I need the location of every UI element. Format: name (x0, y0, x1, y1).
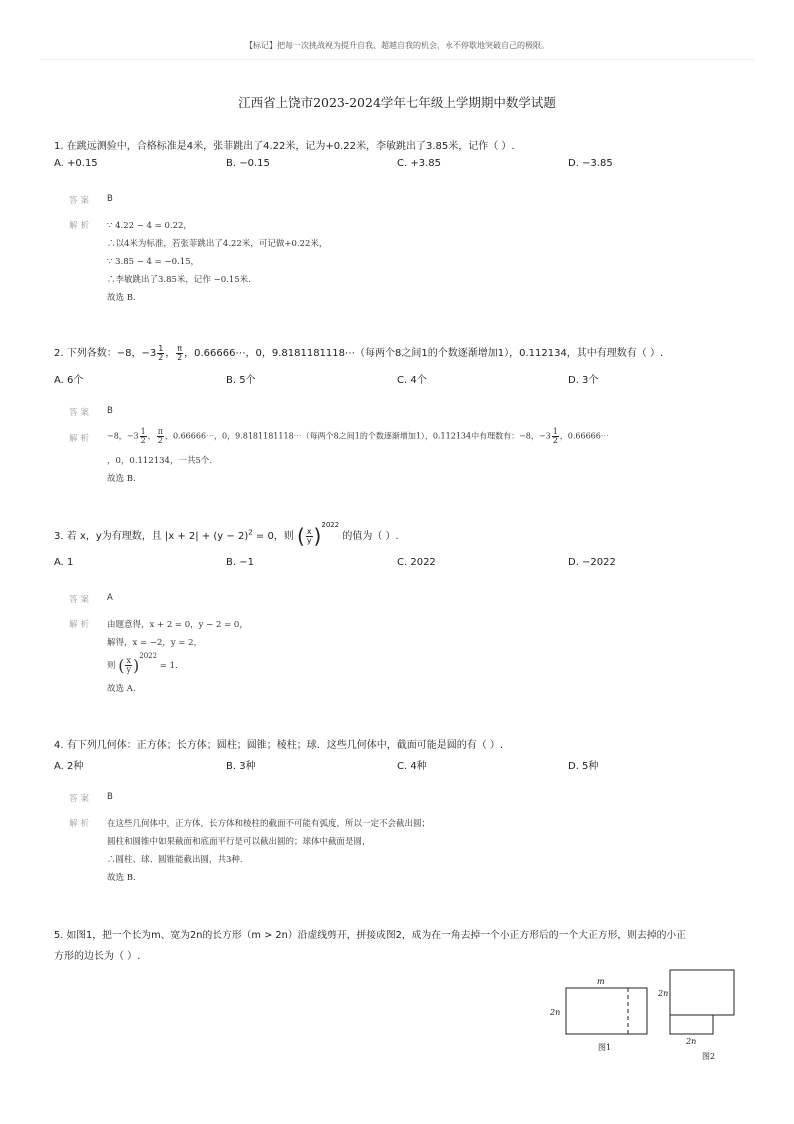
fraction-x-over-y: $\frac{x}{y}$ (306, 526, 312, 545)
q4-option-d: D. 5种 (568, 761, 599, 772)
motto-note: 【标记】把每一次挑战视为提升自我、超越自我的机会，永不停歇地突破自己的极限。 (245, 41, 549, 50)
page-title: 江西省上饶市2023-2024学年七年级上学期期中数学试题 (238, 95, 556, 110)
q4-answer-label: 答案 (69, 794, 93, 804)
q2-option-d: D. 3个 (568, 375, 599, 386)
q1-solution-line: 故选 B. (107, 293, 136, 303)
q1-option-a: A. +0.15 (54, 158, 98, 169)
q2-solution-line: 故选 B. (107, 474, 136, 484)
q2-option-b: B. 5个 (226, 375, 256, 386)
q3-solution-line: 故选 A. (107, 684, 136, 694)
q3-answer: A (107, 593, 113, 603)
q4-option-b: B. 3种 (226, 761, 256, 772)
q3-option-c: C. 2022 (397, 557, 436, 568)
q4-stem: 4. 有下列几何体：正方体；长方体；圆柱；圆锥；棱柱；球．这些几何体中，截面可能是圆的有（ ）. (54, 740, 504, 751)
q3-option-b: B. −1 (226, 557, 254, 568)
q1-option-d: D. −3.85 (568, 158, 613, 169)
fraction-pi-over-two: $\frac{\pi}{2}$ (157, 427, 163, 445)
q2-option-a: A. 6个 (54, 375, 84, 386)
fraction-one-half: $\frac{1}{2}$ (158, 343, 164, 362)
q3-option-a: A. 1 (54, 557, 74, 568)
fig2-caption: 图2 (702, 1052, 716, 1061)
q4-option-a: A. 2种 (54, 761, 84, 772)
q2-answer-label: 答案 (69, 408, 93, 418)
q5-figures (540, 965, 760, 1065)
q3-answer-label: 答案 (69, 595, 93, 605)
fraction-pi-over-two: $\frac{\pi}{2}$ (177, 343, 183, 362)
fig1-rectangle (566, 988, 647, 1034)
q5-stem-line: 方形的边长为（ ）. (54, 951, 141, 962)
q1-stem: 1. 在跳远测验中，合格标准是4米，张菲跳出了4.22米，记为+0.22米，李敏跳出了3.85米，记作（ ）. (54, 141, 515, 152)
fig2-small-rectangle (670, 1015, 713, 1034)
q1-solution-line: ∵ 4.22 − 4 = 0.22， (107, 221, 192, 231)
q2-stem: 2. 下列各数：−8，−3 $\frac{1}{2}$ ， $\frac{\pi}{2}$ ，0.66666⋯，0，9.8181181118⋯（每两个8之间1的个数逐渐增加1），0.112134，其中有理数有（ ）. (54, 343, 664, 362)
q4-solution-line: ∴圆柱、球、圆锥能截出圆，共3种. (107, 855, 243, 865)
q3-solution-line: 由题意得，x + 2 = 0，y − 2 = 0， (107, 620, 248, 630)
q1-solution-line: ∴以4米为标准，若张菲跳出了4.22米，可记做+0.22米， (107, 239, 328, 249)
header-divider (40, 59, 754, 60)
q4-answer: B (107, 792, 113, 802)
q1-solution-line: ∴李敏跳出了3.85米，记作 −0.15米. (107, 275, 251, 285)
fraction-one-half: $\frac{1}{2}$ (552, 427, 558, 445)
q2-analysis-label: 解析 (69, 434, 93, 444)
fraction-x-over-y: $\frac{x}{y}$ (126, 656, 131, 674)
q4-solution-line: 圆柱和圆锥中如果截面和底面平行是可以截出圆的；球体中截面是圆， (107, 837, 371, 847)
q1-option-b: B. −0.15 (226, 158, 270, 169)
fig2-bottom-label: 2n (686, 1037, 697, 1046)
q3-option-d: D. −2022 (568, 557, 616, 568)
q4-solution-line: 在这些几何体中，正方体，长方体和棱柱的截面不可能有弧度，所以一定不会截出圆； (107, 819, 431, 829)
q1-analysis-label: 解析 (69, 221, 93, 231)
q3-solution-line: 则 ( $\frac{x}{y}$ )$^{2022}$ = 1. (107, 652, 178, 675)
q5-stem-line: 5. 如图1，把一个长为m、宽为2n的长方形（m > 2n）沿虚线剪开，拼接成图2，成为在一角去掉一个小正方形后的一个大正方形，则去掉的小正 (54, 930, 686, 941)
q2-stem-part: ，0.66666⋯，0，9.8181181118⋯（每两个8之间1的个数逐渐增加1），0.112134，其中有理数有（ ）. (184, 348, 664, 359)
q2-solution-line: −8，−3 $\frac{1}{2}$ ， $\frac{\pi}{2}$ ，0.66666⋯，0，9.8181181118⋯（每两个8之间1的个数逐渐增加1），0.112134中有理数有：−8，−3 $\frac{1}{2}$ ，0.66666⋯ (107, 427, 609, 445)
q1-solution-line: ∵ 3.85 − 4 = −0.15， (107, 257, 200, 267)
q1-option-c: C. +3.85 (397, 158, 441, 169)
fraction-one-half: $\frac{1}{2}$ (140, 427, 146, 445)
fig2-big-rectangle (670, 970, 734, 1015)
q2-stem-part: 2. 下列各数：−8，−3 (54, 348, 157, 359)
q2-option-c: C. 4个 (397, 375, 427, 386)
q4-solution-line: 故选 B. (107, 873, 136, 883)
q2-solution-line: ，0，0.112134，一共5个. (107, 456, 213, 466)
fig1-caption: 图1 (598, 1043, 612, 1052)
q2-answer: B (107, 406, 113, 416)
q4-option-c: C. 4种 (397, 761, 427, 772)
fig1-side-label: 2n (550, 1008, 561, 1017)
q1-answer: B (107, 194, 113, 204)
q3-analysis-label: 解析 (69, 620, 93, 630)
q3-stem: 3. 若 x，y为有理数，且 $|x + 2| + (y - 2)^2 = 0$，则 ( $\frac{x}{y}$ )$^{2022}$ 的值为（ ）. (54, 521, 399, 548)
q1-answer-label: 答案 (69, 196, 93, 206)
q4-analysis-label: 解析 (69, 819, 93, 829)
fig2-side-label: 2n (658, 989, 669, 998)
q3-solution-line: 解得，x = −2，y = 2， (107, 638, 203, 648)
fig1-top-label: m (597, 977, 605, 986)
